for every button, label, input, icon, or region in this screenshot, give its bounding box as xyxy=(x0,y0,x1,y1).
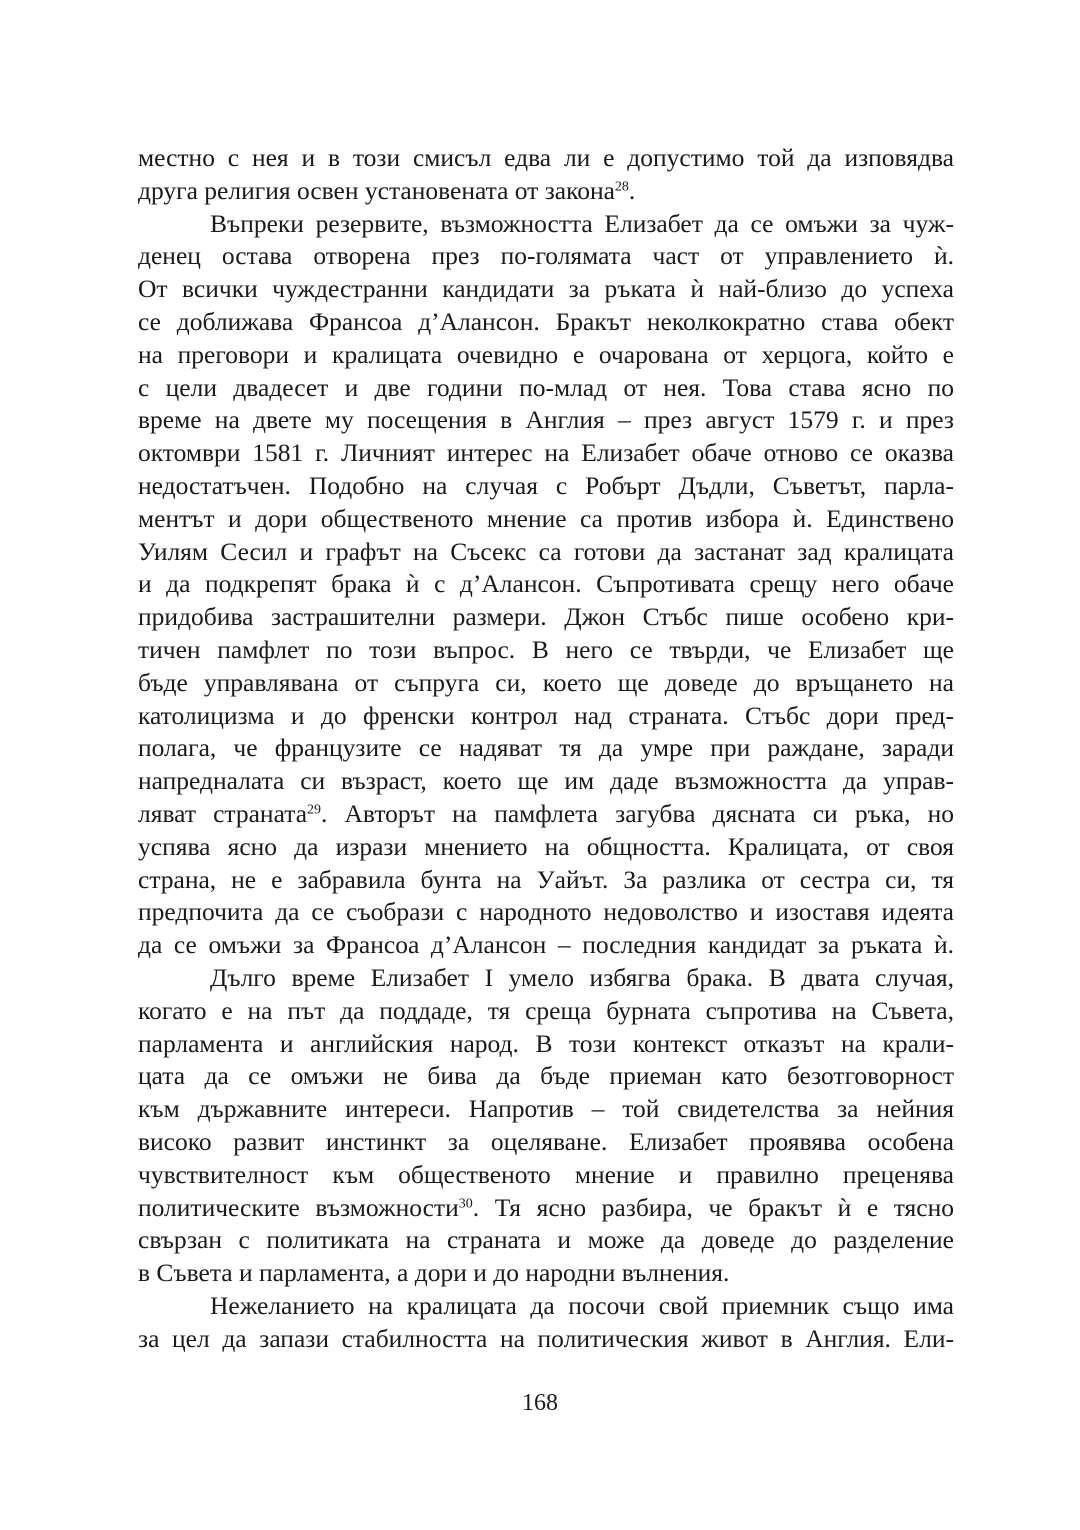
text-line xyxy=(138,1028,954,1061)
line-text: високо развит инстинкт за оцеляване. Елизабет проявява особена xyxy=(138,1126,954,1156)
text-line xyxy=(138,306,954,339)
text-line xyxy=(138,929,954,962)
text-line xyxy=(138,1257,954,1290)
line-text: страна, не е забравила бунта на Уайът. За разлика от сестра си, тя xyxy=(138,864,954,894)
text-line xyxy=(138,240,954,273)
line-text: октомври 1581 г. Личният интерес на Елизабет обаче отново се оказва xyxy=(138,438,954,468)
page-body xyxy=(138,142,954,1355)
line-text-continued: . Авторът на памфлета загубва дясната си ръка, но xyxy=(321,798,954,828)
footnote-marker: 30 xyxy=(458,1196,473,1212)
text-line xyxy=(138,1192,954,1225)
line-text: местно с нея и в този смисъл едва ли е допустимо той да изповядва xyxy=(138,143,954,172)
text-line xyxy=(138,864,954,897)
footnote-marker: 28 xyxy=(614,179,629,195)
text-line xyxy=(138,634,954,667)
text-line xyxy=(138,896,954,929)
line-text: католицизма и до френски контрол над страната. Стъбс дори пред- xyxy=(138,700,954,730)
text-line xyxy=(138,995,954,1028)
line-text: Нежеланието на кралицата да посочи свой приемник също има xyxy=(210,1290,954,1320)
line-text: придобива застрашителни размери. Джон Стъбс пише особено кри- xyxy=(138,602,954,632)
text-line xyxy=(138,470,954,503)
line-text: ментът и дори общественото мнение са против избора ѝ. Единствено xyxy=(138,503,954,533)
line-text: тичен памфлет по този въпрос. В него се твърди, че Елизабет ще xyxy=(138,634,954,664)
text-line xyxy=(138,437,954,470)
line-text: Уилям Сесил и графът на Съсекс са готови да застанат зад кралицата xyxy=(138,536,954,566)
text-line xyxy=(138,339,954,372)
line-text: свързан с политиката на страната и може да доведе до разделение xyxy=(138,1225,954,1255)
line-text: парламента и английския народ. В този контекст отказът на крали- xyxy=(138,1028,954,1058)
line-text: когато е на път да поддаде, тя среща бурната съпротива на Съвета, xyxy=(138,995,954,1025)
text-line xyxy=(138,142,954,175)
text-line xyxy=(138,208,954,241)
text-line xyxy=(138,798,954,831)
text-line xyxy=(138,1060,954,1093)
line-text: време на двете му посещения в Англия – през август 1579 г. и през xyxy=(138,405,954,435)
line-text: предпочита да се съобрази с народното недоволство и изоставя идеята xyxy=(138,897,954,927)
text-line xyxy=(138,1093,954,1126)
line-text-continued: . Тя ясно разбира, че бракът ѝ е тясно xyxy=(472,1192,954,1222)
line-text: се доближава Франсоа д’Алансон. Бракът неколкократно става обект xyxy=(138,306,954,336)
line-text: и да подкрепят брака ѝ с д’Алансон. Съпротивата срещу него обаче xyxy=(138,569,954,599)
footnote-marker: 29 xyxy=(307,802,322,818)
line-text-continued: . xyxy=(628,175,636,205)
line-text: денец остава отворена през по-голямата част от управлението ѝ. xyxy=(138,241,954,271)
text-line xyxy=(138,765,954,798)
line-text: успява ясно да изрази мнението на общността. Кралицата, от своя xyxy=(138,831,954,861)
text-line xyxy=(138,1323,954,1356)
line-text: От всички чуждестранни кандидати за ръката ѝ най-близо до успеха xyxy=(138,274,954,304)
text-line xyxy=(138,667,954,700)
text-line xyxy=(138,536,954,569)
text-line xyxy=(138,601,954,634)
text-line xyxy=(138,404,954,437)
line-text: в Съвета и парламента, а дори и до народни вълнения. xyxy=(138,1258,730,1288)
line-text: недостатъчен. Подобно на случая с Робърт Дъдли, Съветът, парла- xyxy=(138,470,954,500)
line-text: ляват страната xyxy=(138,798,308,828)
text-line xyxy=(138,1290,954,1323)
text-line xyxy=(138,732,954,765)
text-line xyxy=(138,273,954,306)
text-line xyxy=(138,175,954,208)
text-line xyxy=(138,962,954,995)
line-text: друга религия освен установената от закона xyxy=(138,175,615,205)
line-text: за цел да запази стабилността на политическия живот в Англия. Ели- xyxy=(138,1323,954,1353)
text-line xyxy=(138,1126,954,1159)
line-text: напредналата си възраст, което ще им даде възможността да управ- xyxy=(138,766,954,796)
text-line xyxy=(138,700,954,733)
line-text: към държавните интереси. Напротив – той свидетелства за нейния xyxy=(138,1094,954,1124)
text-line xyxy=(138,831,954,864)
line-text: цата да се омъжи не бива да бъде приеман като безотговорност xyxy=(138,1061,954,1091)
text-line xyxy=(138,503,954,536)
text-line xyxy=(138,1159,954,1192)
line-text: чувствителност към общественото мнение и правилно преценява xyxy=(138,1159,954,1189)
line-text: политическите възможности xyxy=(138,1192,459,1222)
line-text: Въпреки резервите, възможността Елизабет да се омъжи за чуж- xyxy=(210,208,954,238)
text-line xyxy=(138,372,954,405)
page-number: 168 xyxy=(522,1390,558,1416)
line-text: на преговори и кралицата очевидно е очарована от херцога, който е xyxy=(138,339,954,369)
text-line xyxy=(138,568,954,601)
line-text: бъде управлявана от съпруга си, което ще доведе до връщането на xyxy=(138,667,954,697)
line-text: с цели двадесет и две години по-млад от нея. Това става ясно по xyxy=(138,372,954,402)
line-text: полага, че французите се надяват тя да умре при раждане, заради xyxy=(138,733,954,763)
line-text: Дълго време Елизабет I умело избягва брака. В двата случая, xyxy=(210,962,954,992)
line-text: да се омъжи за Франсоа д’Алансон – последния кандидат за ръката ѝ. xyxy=(138,930,954,960)
text-line xyxy=(138,1224,954,1257)
